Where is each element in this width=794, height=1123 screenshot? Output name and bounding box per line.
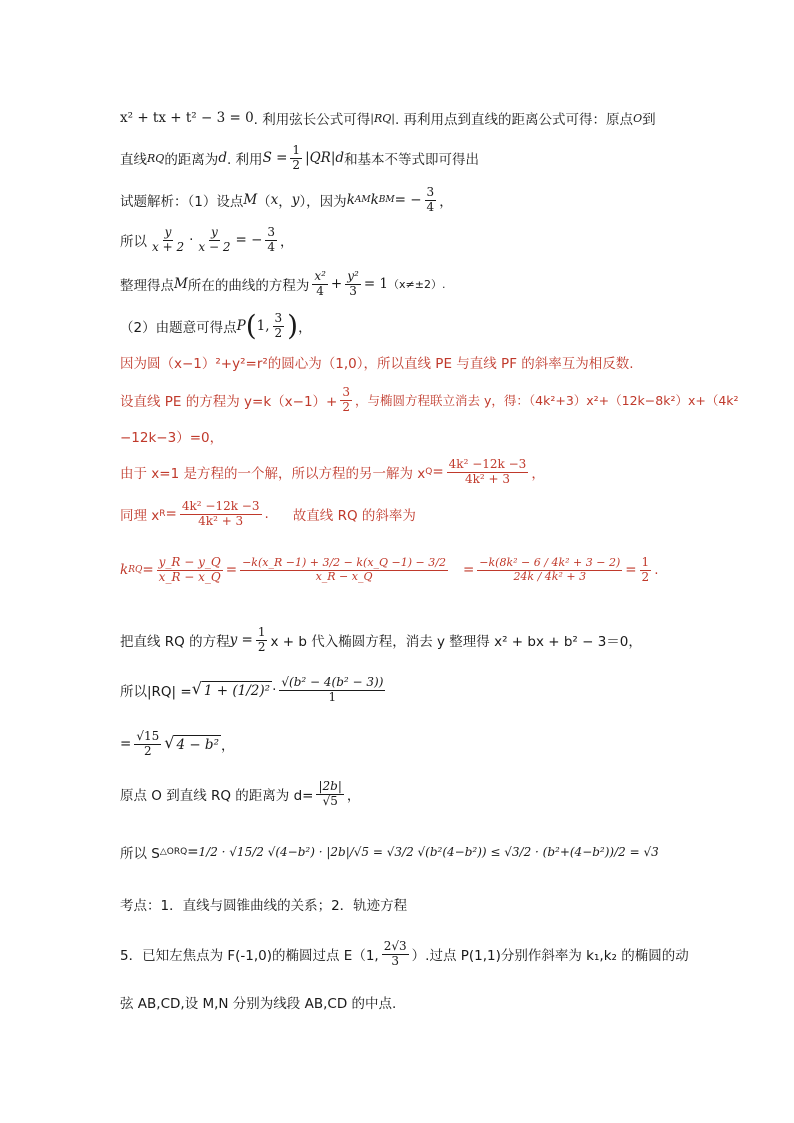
line-4 — [120, 226, 294, 255]
paren: ( — [245, 309, 257, 343]
fraction: $\frac{1}{2}$ — [257, 625, 266, 654]
text: （ — [257, 194, 271, 211]
symbol: |RQ| — [370, 111, 395, 125]
subscript: BM — [378, 195, 395, 206]
line-7 — [120, 352, 634, 372]
symbol: S = — [262, 150, 288, 167]
symbol: + — [330, 276, 343, 293]
line-17 — [120, 842, 659, 862]
fraction: $\frac{\text{4k² −12k −3}}{\text{4k² + 3}}$ — [448, 457, 527, 486]
symbol: O — [633, 111, 643, 125]
subscript: AM — [354, 195, 371, 206]
text: ， — [531, 466, 545, 483]
text: 所以 S — [120, 846, 160, 862]
line-19 — [120, 940, 689, 969]
symbol: · — [189, 232, 194, 249]
text: 由于 x=1 是方程的一个解，所以方程的另一解为 x — [120, 466, 426, 483]
symbol: k — [370, 192, 379, 209]
text: 考点：1．直线与圆锥曲线的关系；2．轨迹方程 — [120, 898, 408, 914]
fraction: $\frac{2√3}{3}$ — [383, 939, 407, 968]
line-3 — [120, 186, 453, 215]
text: ， — [280, 234, 294, 251]
fraction: $\frac{y}{x - 2}$ — [198, 225, 231, 254]
symbol: = — [187, 844, 199, 860]
line-16 — [120, 780, 360, 809]
text: 5．已知左焦点为 F(-1,0)的椭圆过点 E（1, — [120, 948, 379, 965]
text: x + b 代入椭圆方程，消去 y 整理得 x² + bx + b² − 3＝0， — [270, 634, 642, 651]
equation-1: x² + tx + t² − 3 = 0 — [120, 110, 254, 126]
line-2 — [120, 144, 479, 173]
line-12 — [120, 556, 658, 585]
fraction: $\frac{y\_R - y\_Q}{x\_R - x\_Q}$ — [158, 555, 221, 584]
symbol: = — [462, 562, 475, 579]
text: 故直线 RQ 的斜率为 — [292, 508, 416, 525]
sqrt: √ 1 + (1/2)² — [191, 679, 271, 700]
text: 整理得点 — [120, 278, 174, 295]
fraction: $\frac{√15}{2}$ — [136, 729, 160, 758]
subscript: Q — [425, 467, 433, 478]
symbol: M — [174, 276, 188, 293]
symbol: = − — [235, 232, 263, 249]
fraction: $\frac{\text{−k(8k² − 6 / 4k² + 3 − 2)}}{\text{24k / 4k² + 3}}$ — [479, 556, 621, 583]
text: 因为圆（x−1）²+y²=r²的圆心为（1,0），所以直线 PE 与直线 PF 的斜率互为相反数. — [120, 356, 634, 372]
text: 弦 AB,CD,设 M,N 分别为线段 AB,CD 的中点. — [120, 996, 397, 1012]
text: . 利用 — [226, 152, 263, 169]
text: 和基本不等式即可得出 — [344, 152, 480, 169]
symbol: = — [120, 736, 132, 753]
fraction: $\frac{3}{4}$ — [267, 225, 276, 254]
text: ）.过点 P(1,1)分别作斜率为 k₁,k₂ 的椭圆的动 — [411, 948, 689, 965]
line-8 — [120, 386, 739, 415]
fraction: $\frac{\text{4k² −12k −3}}{\text{4k² + 3}}$ — [181, 499, 260, 528]
text: ），因为 — [299, 194, 347, 211]
text: 所以 — [120, 234, 147, 251]
symbol: = — [432, 464, 444, 481]
text: ， — [278, 194, 292, 211]
symbol: = — [142, 562, 154, 579]
symbol: k — [346, 192, 355, 209]
symbol: 1, — [256, 318, 270, 335]
line-10 — [120, 458, 545, 487]
symbol: · — [272, 682, 277, 699]
text: 同理 x — [120, 508, 160, 525]
text: 把直线 RQ 的方程 — [120, 634, 230, 651]
text: . — [264, 506, 269, 523]
symbol: y = — [229, 632, 253, 649]
fraction: $\frac{|2b|}{√5}$ — [318, 779, 342, 808]
line-20 — [120, 992, 396, 1012]
text: . 利用弦长公式可得 — [253, 112, 371, 128]
fraction: $\frac{1}{2}$ — [641, 555, 650, 584]
text: . 再利用点到直线的距离公式可得：原点 — [394, 112, 634, 128]
symbol: P — [236, 318, 246, 335]
text: （x≠±2）. — [388, 278, 446, 292]
symbol: = — [225, 562, 238, 579]
fraction: $\frac{\text{x²}}{4}$ — [314, 269, 326, 298]
subscript: RQ — [128, 565, 143, 576]
symbol: k — [120, 562, 129, 579]
text: −12k−3）=0， — [120, 430, 224, 446]
line-15 — [120, 730, 234, 759]
fraction: $\frac{\text{y²}}{3}$ — [347, 269, 359, 298]
fraction: $\frac{1}{2}$ — [292, 143, 301, 172]
symbol: = — [165, 506, 177, 523]
symbol: y — [291, 192, 300, 209]
symbol: = — [625, 562, 637, 579]
text: 所在的曲线的方程为 — [187, 278, 310, 295]
subscript: △ORQ — [159, 847, 188, 857]
text: 的距离为 — [164, 152, 219, 169]
text: 试题解析：（1）设点 — [120, 194, 244, 211]
line-13 — [120, 626, 642, 655]
symbol: |QR| — [305, 150, 336, 167]
line-14 — [120, 676, 388, 705]
text: 所以|RQ| = — [120, 684, 192, 701]
symbol: RQ — [147, 151, 165, 165]
symbol: d — [335, 150, 345, 167]
text: ， — [439, 194, 453, 211]
fraction: $\frac{y}{x + 2}$ — [152, 225, 185, 254]
line-5 — [120, 270, 445, 299]
text: 设直线 PE 的方程为 y=k（x−1）+ — [120, 394, 338, 411]
symbol: x — [270, 192, 279, 209]
fraction: $\frac{3}{4}$ — [426, 185, 435, 214]
area-derivation: 1/2 · √15/2 √(4−b²) · |2b|/√5 = √3/2 √(b²(4−b²)) ≤ √3/2 · (b²+(4−b²))/2 = √3 — [198, 845, 659, 859]
text: ， — [298, 320, 312, 337]
line-9 — [120, 426, 223, 446]
text: （2）由题意可得点 — [120, 320, 237, 337]
text: ， — [220, 738, 235, 755]
text: ， — [346, 788, 361, 805]
line-6 — [120, 309, 312, 343]
subscript: R — [159, 509, 166, 520]
paren: ) — [287, 309, 299, 343]
fraction: $\frac{-k(x\_R -1) + 3/2 - k(x\_Q -1) - 3/2}{x\_R - x\_Q}$ — [242, 556, 446, 583]
fraction: $\frac{\text{√(b² − 4(b² − 3))}}{1}$ — [281, 675, 384, 704]
text: 原点 O 到直线 RQ 的距离为 d= — [120, 788, 314, 805]
text: ，与椭圆方程联立消去 y，得：（4k²+3）x²+（12k−8k²）x+（4k² — [355, 393, 739, 409]
fraction: $\frac{3}{2}$ — [342, 385, 351, 414]
symbol: = 1 — [363, 276, 389, 293]
sqrt: √ 4 − b² — [164, 733, 219, 754]
line-1 — [120, 108, 656, 128]
fraction: $\frac{3}{2}$ — [274, 311, 283, 340]
text: 直线 — [120, 152, 147, 169]
symbol: = − — [394, 192, 422, 209]
text: . — [654, 562, 659, 579]
symbol: d — [218, 150, 227, 167]
line-11 — [120, 500, 416, 529]
line-18 — [120, 894, 407, 914]
text: 到 — [642, 112, 656, 128]
symbol: M — [243, 192, 258, 209]
